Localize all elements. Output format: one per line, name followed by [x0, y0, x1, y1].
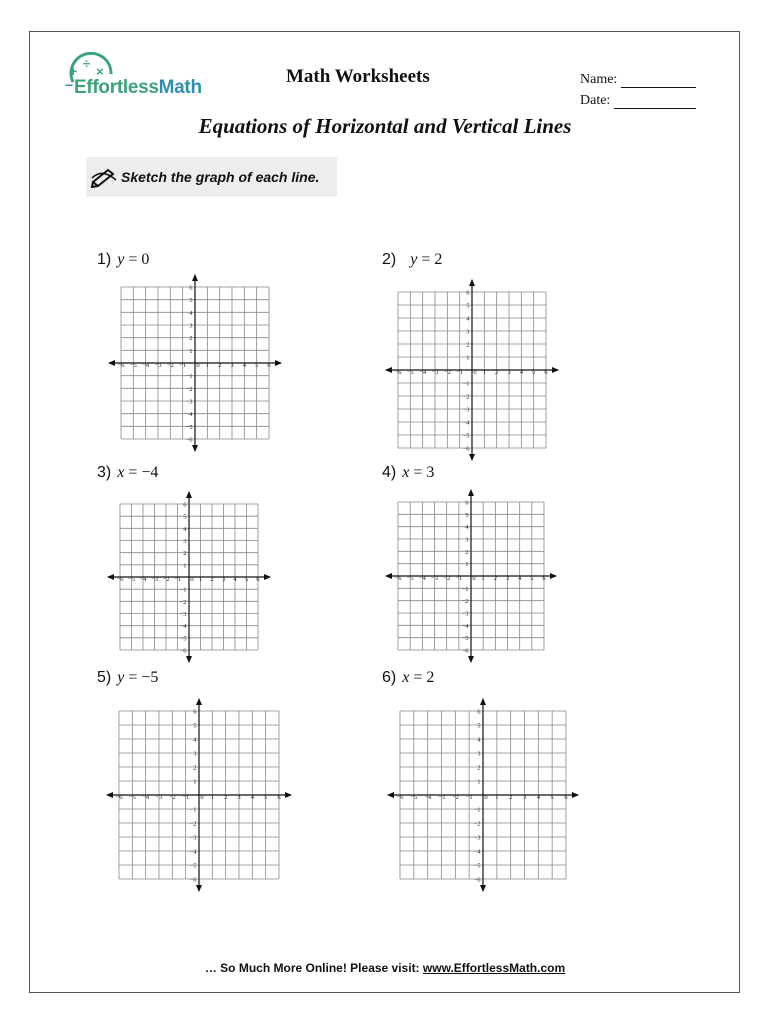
y-tick-label: 6: [193, 708, 197, 716]
y-tick-label: −6: [185, 436, 193, 444]
x-tick-label: −3: [155, 794, 163, 801]
equation-variable: x: [402, 464, 410, 481]
instruction-text: Sketch the graph of each line.: [121, 169, 320, 185]
x-tick-label: −2: [166, 362, 174, 369]
x-tick-label: 4: [536, 794, 540, 801]
x-axis-right-arrow-icon: [285, 792, 292, 798]
y-tick-label: −3: [473, 834, 481, 842]
x-tick-label: −1: [179, 362, 187, 369]
y-tick-label: 1: [477, 778, 481, 786]
date-label: Date:: [580, 93, 611, 108]
y-tick-label: 3: [193, 750, 197, 758]
problem-number: 6): [382, 669, 397, 686]
x-axis-left-arrow-icon: [385, 367, 392, 373]
x-tick-label: 5: [244, 576, 249, 583]
svg-text:−: −: [65, 77, 74, 93]
y-tick-label: 2: [193, 764, 197, 772]
y-tick-label: −1: [461, 585, 469, 593]
problem-number: 3): [97, 464, 112, 481]
y-tick-label: −6: [179, 647, 187, 655]
y-tick-label: −5: [473, 862, 481, 870]
y-tick-label: 4: [466, 315, 470, 323]
y-tick-label: 4: [183, 525, 187, 533]
x-tick-label: 0: [484, 794, 488, 801]
x-tick-label: 6: [564, 794, 568, 801]
y-tick-label: −1: [462, 380, 470, 388]
svg-text:×: ×: [96, 64, 104, 79]
date-field[interactable]: [580, 93, 696, 109]
y-axis-down-arrow-icon: [186, 656, 192, 663]
worksheet-title: Equations of Horizontal and Vertical Lines: [198, 114, 572, 138]
equation-variable: x: [402, 669, 410, 686]
y-tick-label: −1: [185, 373, 193, 381]
y-tick-label: 1: [189, 347, 193, 355]
y-axis-up-arrow-icon: [468, 489, 474, 496]
x-axis-right-arrow-icon: [275, 360, 282, 366]
x-tick-label: 4: [250, 794, 254, 801]
y-tick-label: 2: [189, 335, 193, 343]
problem-3-label: [97, 464, 158, 482]
y-tick-label: −3: [185, 398, 193, 406]
x-tick-label: 1: [198, 576, 203, 583]
y-tick-label: 1: [465, 561, 469, 569]
y-tick-label: −3: [189, 834, 197, 842]
x-axis-right-arrow-icon: [572, 792, 579, 798]
x-tick-label: −5: [128, 794, 136, 801]
pencil-icon: [90, 166, 118, 188]
y-tick-label: 2: [183, 550, 187, 558]
x-tick-label: −6: [117, 362, 125, 369]
y-tick-label: −2: [462, 393, 470, 401]
y-tick-label: −1: [189, 806, 197, 814]
y-axis-down-arrow-icon: [192, 445, 198, 452]
x-tick-label: −1: [182, 794, 190, 801]
instruction-box: [86, 157, 337, 197]
y-tick-label: −2: [179, 598, 187, 606]
x-tick-label: −5: [406, 369, 414, 376]
coordinate-grid-5[interactable]: [104, 694, 294, 894]
y-tick-label: 5: [466, 302, 470, 310]
x-axis-left-arrow-icon: [385, 573, 392, 579]
x-tick-label: 5: [550, 794, 554, 801]
problem-number: 4): [382, 464, 397, 481]
x-tick-label: 2: [210, 576, 214, 583]
y-axis-down-arrow-icon: [196, 885, 202, 892]
x-tick-label: 2: [509, 794, 513, 801]
y-tick-label: −2: [185, 385, 193, 393]
y-tick-label: −2: [189, 820, 197, 828]
x-tick-label: 1: [495, 794, 499, 801]
x-axis-right-arrow-icon: [264, 574, 271, 580]
x-tick-label: −3: [431, 369, 439, 376]
footer-link[interactable]: www.EffortlessMath.com: [422, 961, 566, 975]
x-axis-left-arrow-icon: [107, 574, 114, 580]
y-tick-label: 5: [189, 297, 193, 305]
equation-rest: = 2: [413, 669, 435, 686]
y-tick-label: 4: [189, 309, 193, 317]
x-tick-label: 0: [472, 575, 476, 582]
problem-4-label: [382, 464, 434, 482]
y-tick-label: −1: [473, 806, 481, 814]
equation-rest: = 3: [413, 464, 435, 481]
x-tick-label: 6: [256, 576, 260, 583]
x-tick-label: 3: [221, 576, 226, 583]
y-axis-up-arrow-icon: [192, 274, 198, 281]
coordinate-grid-2[interactable]: [384, 278, 560, 462]
y-tick-label: −5: [185, 423, 193, 431]
y-tick-label: 3: [465, 536, 469, 544]
problem-number: 5): [97, 669, 112, 686]
y-tick-label: −4: [189, 848, 197, 856]
y-tick-label: 4: [465, 524, 469, 532]
x-tick-label: 3: [505, 575, 510, 582]
x-tick-label: −2: [443, 575, 451, 582]
name-label: Name:: [580, 72, 618, 87]
x-tick-label: 5: [532, 369, 536, 376]
y-tick-label: −3: [461, 610, 469, 618]
coordinate-grid-6[interactable]: [384, 694, 580, 894]
y-tick-label: 2: [465, 548, 469, 556]
x-tick-label: −2: [168, 794, 176, 801]
x-tick-label: 6: [542, 575, 546, 582]
date-blank-line[interactable]: [614, 94, 696, 109]
header-title: Math Worksheets: [286, 66, 430, 87]
x-tick-label: 6: [277, 794, 281, 801]
name-field[interactable]: [580, 72, 696, 88]
name-blank-line[interactable]: [621, 73, 696, 88]
x-tick-label: −3: [151, 576, 158, 583]
x-tick-label: 4: [518, 575, 522, 582]
x-tick-label: −6: [115, 794, 123, 801]
x-tick-label: 3: [230, 362, 234, 369]
x-tick-label: 1: [205, 362, 209, 369]
problem-2-label: [382, 251, 442, 269]
problem-number: 2): [382, 251, 397, 268]
y-tick-label: −6: [462, 445, 470, 453]
y-tick-label: −4: [179, 623, 187, 631]
y-tick-label: −2: [461, 598, 469, 606]
x-tick-label: −6: [394, 575, 402, 582]
x-tick-label: 5: [264, 794, 268, 801]
y-tick-label: 3: [183, 538, 187, 545]
x-tick-label: 6: [267, 362, 271, 369]
y-tick-label: −5: [179, 635, 187, 643]
y-tick-label: −4: [462, 419, 470, 427]
y-tick-label: 6: [477, 708, 481, 716]
x-tick-label: 0: [473, 369, 477, 376]
problem-6-label: [382, 669, 434, 687]
equation-rest: = 2: [421, 251, 443, 268]
x-tick-label: −1: [455, 575, 463, 582]
y-tick-label: 4: [477, 736, 481, 744]
y-tick-label: 3: [189, 322, 193, 330]
x-tick-label: −4: [142, 362, 150, 369]
x-tick-label: 2: [495, 369, 499, 376]
x-tick-label: 2: [493, 575, 497, 582]
y-tick-label: 5: [477, 722, 481, 730]
y-axis-down-arrow-icon: [480, 885, 486, 892]
x-axis-left-arrow-icon: [106, 792, 113, 798]
x-tick-label: 2: [224, 794, 228, 801]
y-tick-label: 3: [466, 328, 470, 336]
svg-text:+: +: [69, 63, 78, 79]
x-tick-label: 1: [210, 794, 214, 801]
x-tick-label: 4: [233, 576, 237, 583]
x-tick-label: 0: [190, 576, 194, 583]
coordinate-grid-3[interactable]: [106, 492, 272, 664]
y-tick-label: 2: [477, 764, 481, 772]
y-tick-label: −6: [473, 876, 481, 884]
equation-rest: = −5: [128, 669, 159, 686]
x-axis-left-arrow-icon: [108, 360, 115, 366]
equation-variable: y: [117, 251, 125, 268]
y-tick-label: 1: [193, 778, 197, 786]
x-tick-label: −5: [410, 794, 418, 801]
problem-1-label: [97, 251, 149, 269]
logo-wordmark-part1: Effortless: [74, 77, 159, 98]
y-tick-label: 4: [193, 736, 197, 744]
y-axis-down-arrow-icon: [469, 454, 475, 461]
x-tick-label: −5: [128, 576, 135, 583]
x-tick-label: −3: [431, 575, 438, 582]
x-tick-label: −4: [139, 576, 147, 583]
equation-rest: = 0: [128, 251, 150, 268]
x-tick-label: −4: [142, 794, 150, 801]
x-tick-label: 5: [530, 575, 534, 582]
y-tick-label: −4: [185, 411, 193, 419]
equation-variable: y: [117, 669, 125, 686]
y-tick-label: −6: [461, 647, 469, 655]
y-tick-label: 2: [466, 341, 470, 349]
x-tick-label: 2: [218, 362, 222, 369]
y-tick-label: 1: [466, 354, 470, 362]
y-tick-label: 3: [477, 750, 481, 758]
x-tick-label: 3: [507, 369, 511, 376]
footer-text: … So Much More Online! Please visit:: [204, 961, 420, 975]
x-tick-label: −3: [438, 794, 445, 801]
y-axis-up-arrow-icon: [196, 698, 202, 705]
x-tick-label: 4: [519, 369, 523, 376]
equation-variable: y: [410, 251, 418, 268]
y-tick-label: −5: [462, 432, 470, 440]
x-tick-label: −1: [456, 369, 464, 376]
y-tick-label: 5: [183, 513, 187, 521]
equation-variable: x: [117, 464, 125, 481]
x-tick-label: −4: [419, 369, 427, 376]
y-tick-label: −5: [461, 635, 469, 643]
x-axis-left-arrow-icon: [387, 792, 394, 798]
x-tick-label: 3: [522, 794, 527, 801]
x-tick-label: −2: [451, 794, 459, 801]
y-tick-label: 6: [183, 501, 187, 509]
problem-number: 1): [97, 251, 112, 268]
y-axis-up-arrow-icon: [480, 698, 486, 705]
x-tick-label: −6: [394, 369, 402, 376]
x-tick-label: 3: [237, 794, 241, 801]
x-tick-label: −1: [465, 794, 473, 801]
y-tick-label: 5: [465, 511, 469, 519]
y-tick-label: 5: [193, 722, 197, 730]
footer: [0, 961, 770, 975]
x-tick-label: −6: [396, 794, 404, 801]
x-tick-label: 4: [242, 362, 246, 369]
x-axis-right-arrow-icon: [552, 367, 559, 373]
y-tick-label: −4: [461, 622, 469, 630]
logo-wordmark-part2: Math: [158, 77, 202, 98]
x-tick-label: 1: [481, 575, 485, 582]
x-tick-label: 0: [200, 794, 204, 801]
y-tick-label: 6: [466, 289, 470, 297]
x-tick-label: −4: [418, 575, 426, 582]
svg-text:÷: ÷: [83, 56, 91, 71]
x-tick-label: 1: [482, 369, 486, 376]
y-tick-label: 1: [183, 562, 187, 570]
x-axis-right-arrow-icon: [550, 573, 557, 579]
x-tick-label: −3: [154, 362, 162, 369]
y-tick-label: 6: [465, 499, 469, 507]
x-tick-label: −5: [129, 362, 137, 369]
y-tick-label: −3: [179, 611, 187, 618]
y-tick-label: −5: [189, 862, 197, 870]
x-tick-label: −5: [406, 575, 414, 582]
x-tick-label: −6: [116, 576, 124, 583]
x-tick-label: −2: [162, 576, 170, 583]
x-tick-label: 6: [544, 369, 548, 376]
equation-rest: = −4: [128, 464, 159, 481]
problem-5-label: [97, 669, 158, 687]
y-tick-label: −6: [189, 876, 197, 884]
y-tick-label: −3: [462, 406, 470, 414]
logo-wordmark: [74, 77, 202, 99]
y-axis-up-arrow-icon: [186, 491, 192, 498]
y-axis-up-arrow-icon: [469, 279, 475, 286]
y-tick-label: −1: [179, 586, 187, 594]
x-tick-label: 0: [196, 362, 200, 369]
y-tick-label: −4: [473, 848, 481, 856]
y-tick-label: −2: [473, 820, 481, 828]
y-tick-label: 6: [189, 284, 193, 292]
x-tick-label: −2: [443, 369, 451, 376]
x-tick-label: −4: [424, 794, 432, 801]
x-tick-label: −1: [174, 576, 181, 583]
coordinate-grid-1[interactable]: [106, 273, 284, 453]
x-tick-label: 5: [255, 362, 259, 369]
coordinate-grid-4[interactable]: [384, 488, 558, 660]
